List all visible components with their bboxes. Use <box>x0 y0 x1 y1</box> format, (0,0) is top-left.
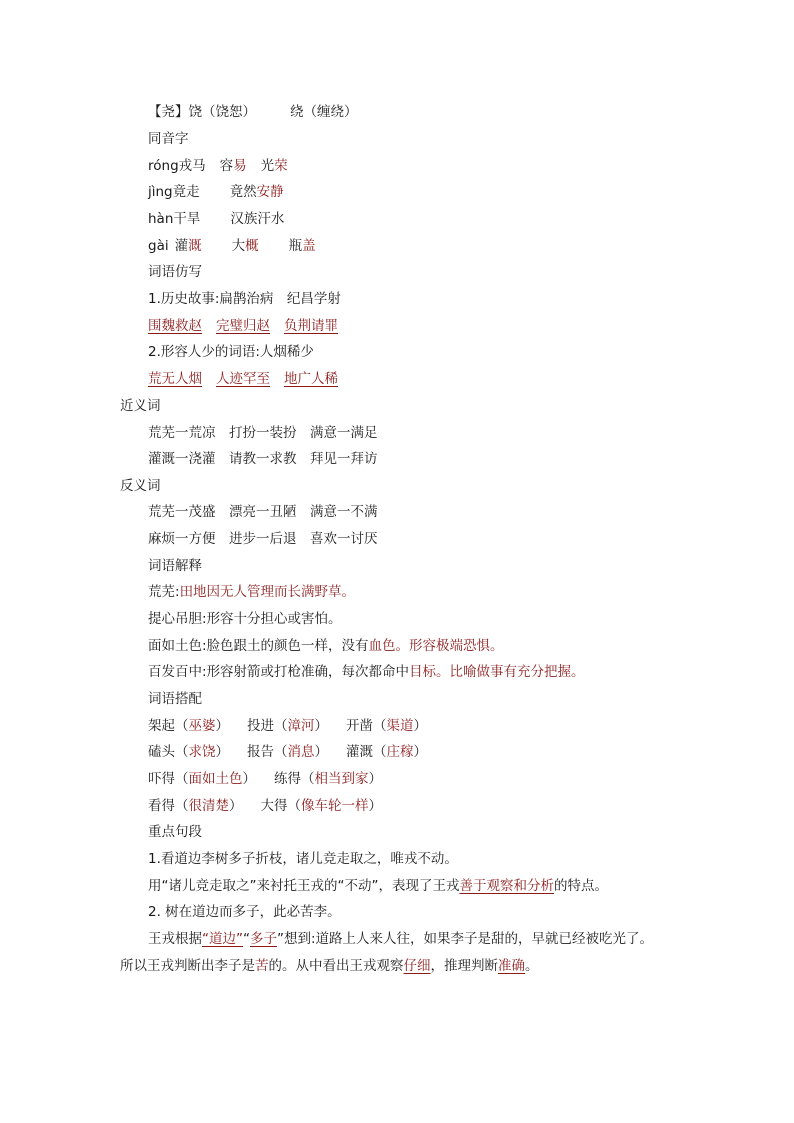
explanation-4: 百发百中:形容射箭或打枪准确，每次都命中目标。比喻做事有充分把握。 <box>148 664 585 680</box>
polyphone-line: 【尧】饶（饶恕） 绕（缠绕） <box>148 104 358 120</box>
sparse-people-answers: 荒无人烟 人迹罕至 地广人稀 <box>148 371 338 387</box>
collocation-row-1: 架起（巫婆） 投进（漳河） 开凿（渠道） <box>148 718 427 734</box>
homophone-han: hàn干旱 汉族汗水 <box>148 211 285 227</box>
explanation-1: 荒芜:田地因无人管理而长满野草。 <box>148 584 356 600</box>
explanation-2: 提心吊胆:形容十分担心或害怕。 <box>148 611 342 627</box>
homophone-gai: gài 灌溉 大概 瓶盖 <box>148 238 316 254</box>
key-sentence-1: 1.看道边李树多子折枝，诸儿竞走取之，唯戎不动。 <box>148 851 458 867</box>
section-heading-imitate: 词语仿写 <box>148 264 202 280</box>
section-heading-synonym: 近义词 <box>120 398 161 414</box>
section-heading-key: 重点句段 <box>148 824 202 840</box>
antonym-row-1: 荒芜一茂盛 漂亮一丑陋 满意一不满 <box>148 504 378 520</box>
homophone-jing: jìng竟走 竟然安静 <box>148 184 284 200</box>
collocation-row-4: 看得（很清楚） 大得（像车轮一样） <box>148 798 382 814</box>
sparse-people-label: 2.形容人少的词语:人烟稀少 <box>148 344 314 360</box>
explanation-3: 面如土色:脸色跟土的颜色一样，没有血色。形容极端恐惧。 <box>148 638 504 654</box>
section-heading-antonym: 反义词 <box>120 478 161 494</box>
homophone-rong: róng戎马 容易 光荣 <box>148 158 288 174</box>
synonym-row-2: 灌溉一浇灌 请教一求教 拜见一拜访 <box>148 451 378 467</box>
key-sentence-1-note: 用“诸儿竞走取之”来衬托王戎的“不动”，表现了王戎善于观察和分析的特点。 <box>148 878 608 894</box>
key-sentence-2-note-line1: 王戎根据“道边”“多子”想到:道路上人来人往，如果李子是甜的，早就已经被吃光了。 <box>148 931 654 947</box>
key-sentence-2-note-line2: 所以王戎判断出李子是苦的。从中看出王戎观察仔细，推理判断准确。 <box>120 958 539 974</box>
collocation-row-3: 吓得（面如土色） 练得（相当到家） <box>148 771 382 787</box>
history-story-label: 1.历史故事:扁鹊治病 纪昌学射 <box>148 291 341 307</box>
collocation-row-2: 磕头（求饶） 报告（消息） 灌溉（庄稼） <box>148 744 427 760</box>
bracket-label: 【尧】 <box>148 104 189 120</box>
section-heading-collocation: 词语搭配 <box>148 691 202 707</box>
synonym-row-1: 荒芜一荒凉 打扮一装扮 满意一满足 <box>148 425 378 441</box>
key-sentence-2: 2. 树在道边而多子，此必苦李。 <box>148 904 341 920</box>
section-heading-explain: 词语解释 <box>148 558 202 574</box>
antonym-row-2: 麻烦一方便 进步一后退 喜欢一讨厌 <box>148 531 378 547</box>
section-heading-homophone: 同音字 <box>148 131 189 147</box>
history-story-answers: 围魏救赵 完璧归赵 负荆请罪 <box>148 318 338 334</box>
